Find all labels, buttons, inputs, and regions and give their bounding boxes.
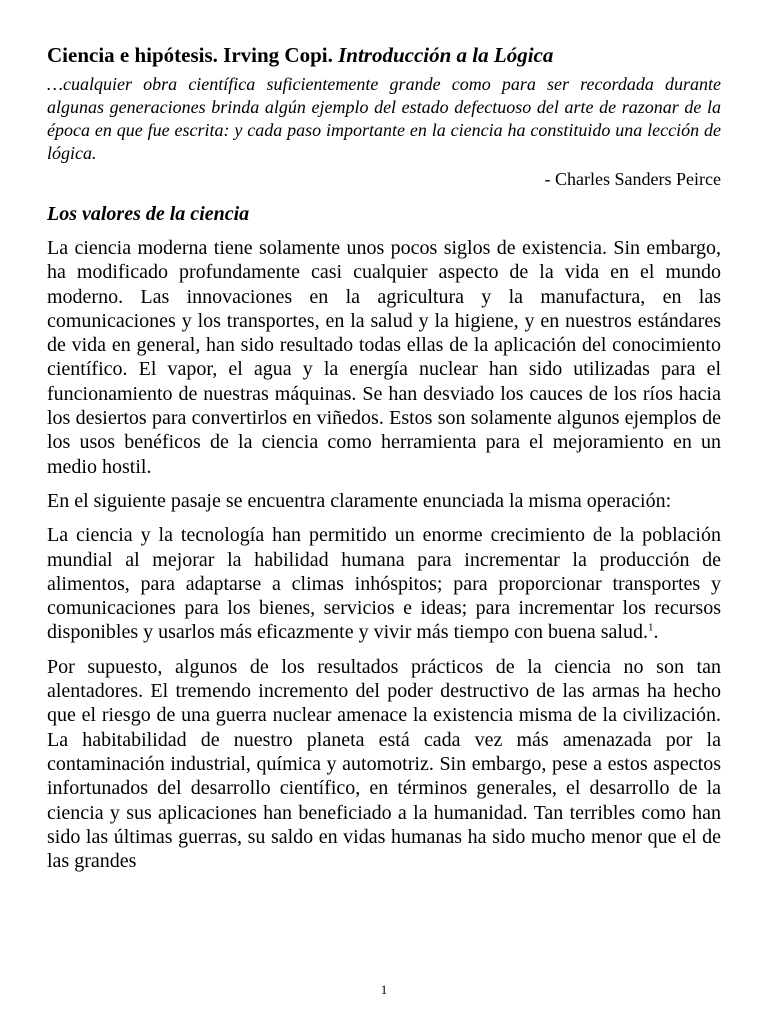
body-paragraph-3-text: La ciencia y la tecnología han permitido un enorme crecimiento de la población mundial al mejorar la habilidad humana para incrementar la producción de alimentos, para adaptarse a climas inhóspitos; para proporcionar transportes y comunicaciones para los bienes, servicios e ideas; para incrementar los recursos disponibles y usarlos más eficazmente y vivir más tiempo con buena salud. (47, 524, 721, 644)
epigraph-attribution: - Charles Sanders Peirce (544, 169, 721, 189)
body-paragraph-4: Por supuesto, algunos de los resultados prácticos de la ciencia no son tan alentadores. El tremendo incremento del poder destructivo de las armas ha hecho que el riesgo de una guerra nuclear amenace la existencia misma de la civilización. La habitabilidad de nuestro planeta está cada vez más amenazada por la contaminación industrial, química y automotriz. Sin embargo, pese a estos aspectos infortunados del desarrollo científico, en términos generales, el desarrollo de la ciencia y sus aplicaciones han beneficiado a la humanidad. Tan terribles como han sido las últimas guerras, su saldo en vidas humanas ha sido mucho menor que el de las grandes (47, 655, 721, 873)
document-title (47, 40, 721, 70)
title-main: Ciencia e hipótesis. Irving Copi. (47, 43, 333, 67)
book-title: Introducción a la Lógica (338, 43, 554, 67)
epigraph-quote: …cualquier obra científica suficientemente grande como para ser recordada durante algunas generaciones brinda algún ejemplo del estado defectuoso del arte de razonar de la época en que fue escrita: y cada paso importante en la ciencia ha constituido una lección de lógica. (47, 74, 721, 163)
body-paragraph-3-tail: . (653, 621, 659, 644)
page-number: 1 (380, 982, 388, 997)
document-page (47, 40, 721, 883)
body-paragraph-3 (47, 523, 721, 644)
section-heading: Los valores de la ciencia (47, 203, 250, 225)
body-paragraph-2: En el siguiente pasaje se encuentra claramente enunciada la misma operación: (47, 489, 672, 512)
body-paragraph-1: La ciencia moderna tiene solamente unos pocos siglos de existencia. Sin embargo, ha modificado profundamente casi cualquier aspecto de la vida en el mundo moderno. Las innovaciones en la agricultura y la manufactura, en las comunicaciones y los transportes, en la salud y la higiene, y en nuestros estándares de vida en general, han sido resultado todas ellas de la aplicación del conocimiento científico. El vapor, el agua y la energía nuclear han sido utilizadas para el funcionamiento de nuestras máquinas. Se han desviado los cauces de los ríos hacia los desiertos para convertirlos en viñedos. Estos son solamente algunos ejemplos de los usos benéficos de la ciencia como herramienta para el mejoramiento en un medio hostil. (47, 237, 721, 478)
footnote-reference[interactable]: 1 (647, 621, 654, 634)
